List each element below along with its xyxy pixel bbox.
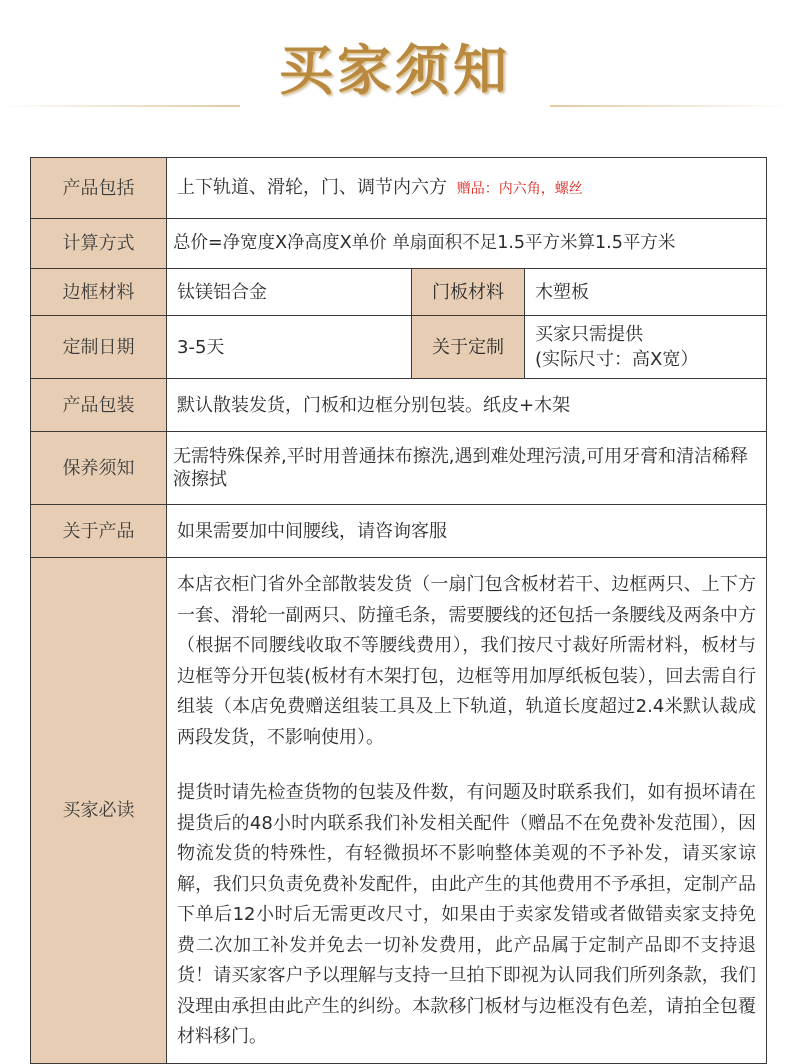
- row-value-product-includes: [167, 158, 767, 219]
- table-row: [31, 558, 767, 1064]
- row-value-custom-date: 3-5天: [167, 316, 412, 379]
- row-label-calc-method: 计算方式: [31, 219, 167, 269]
- row-value-about-custom: [525, 316, 767, 379]
- row-label-product-includes: 产品包括: [31, 158, 167, 219]
- about-custom-line-1: 买家只需提供: [535, 324, 643, 345]
- table-row: [31, 219, 767, 269]
- gift-note: 赠品：内六角，螺丝: [456, 180, 583, 197]
- header: [0, 0, 790, 130]
- row-value-frame-material: 钛镁铝合金: [167, 269, 412, 316]
- row-label-about-custom: 关于定制: [412, 316, 525, 379]
- table-row: [31, 158, 767, 219]
- row-value-about-product: 如果需要加中间腰线，请咨询客服: [167, 505, 767, 558]
- title-divider-left: [0, 105, 240, 107]
- row-value-door-material: 木塑板: [525, 269, 767, 316]
- row-value-packaging: 默认散装发货，门板和边框分别包装。纸皮+木架: [167, 379, 767, 432]
- title-divider-right: [550, 105, 790, 107]
- table-row: [31, 269, 767, 316]
- row-value-calc-method: 总价=净宽度X净高度X单价 单扇面积不足1.5平方米算1.5平方米: [167, 219, 767, 269]
- row-label-about-product: 关于产品: [31, 505, 167, 558]
- row-label-door-material: 门板材料: [412, 269, 525, 316]
- table-row: [31, 316, 767, 379]
- page-title: 买家须知: [279, 38, 511, 102]
- row-value-maintenance: 无需特殊保养,平时用普通抹布擦洗,遇到难处理污渍,可用牙膏和清洁稀释液擦拭: [167, 432, 767, 505]
- buyer-notice-paragraph-2: 提货时请先检查货物的包装及件数，有问题及时联系我们，如有损坏请在提货后的48小时内联系我们补发相关配件（赠品不在免费补发范围），因物流发货的特殊性，有轻微损坏不影响整体美观的不予补发，请买家谅解，我们只负责免费补发配件，由此产生的其他费用不予承担，定制产品下单后12小时后无需更改尺寸，如果由于卖家发错或者做错卖家支持免费二次加工补发并免去一切补发费用，此产品属于定制产品即不支持退货！请买家客户予以理解与支持一旦拍下即视为认同我们所列条款，我们没理由承担由此产生的纠纷。本款移门板材与边框没有色差，请拍全包覆材料移门。: [177, 782, 756, 1047]
- about-custom-line-2: (实际尺寸：高X宽）: [535, 349, 699, 370]
- row-label-buyer-notice: 买家必读: [31, 558, 167, 1064]
- row-label-packaging: 产品包装: [31, 379, 167, 432]
- table-row: [31, 379, 767, 432]
- buyer-notice-paragraph-1: 本店衣柜门省外全部散装发货（一扇门包含板材若干、边框两只、上下方一套、滑轮一副两只、防撞毛条，需要腰线的还包括一条腰线及两条中方（根据不同腰线收取不等腰线费用），我们按尺寸裁好所需材料，板材与边框等分开包装(板材有木架打包，边框等用加厚纸板包装），回去需自行组装（本店免费赠送组装工具及上下轨道，轨道长度超过2.4米默认裁成两段发货，不影响使用）。: [177, 574, 756, 748]
- table-row: [31, 505, 767, 558]
- product-includes-text: 上下轨道、滑轮，门、调节内六方: [177, 176, 447, 198]
- row-label-maintenance: 保养须知: [31, 432, 167, 505]
- row-label-custom-date: 定制日期: [31, 316, 167, 379]
- row-label-frame-material: 边框材料: [31, 269, 167, 316]
- table-row: [31, 432, 767, 505]
- row-value-buyer-notice: [167, 558, 767, 1064]
- notice-table: [30, 157, 766, 1064]
